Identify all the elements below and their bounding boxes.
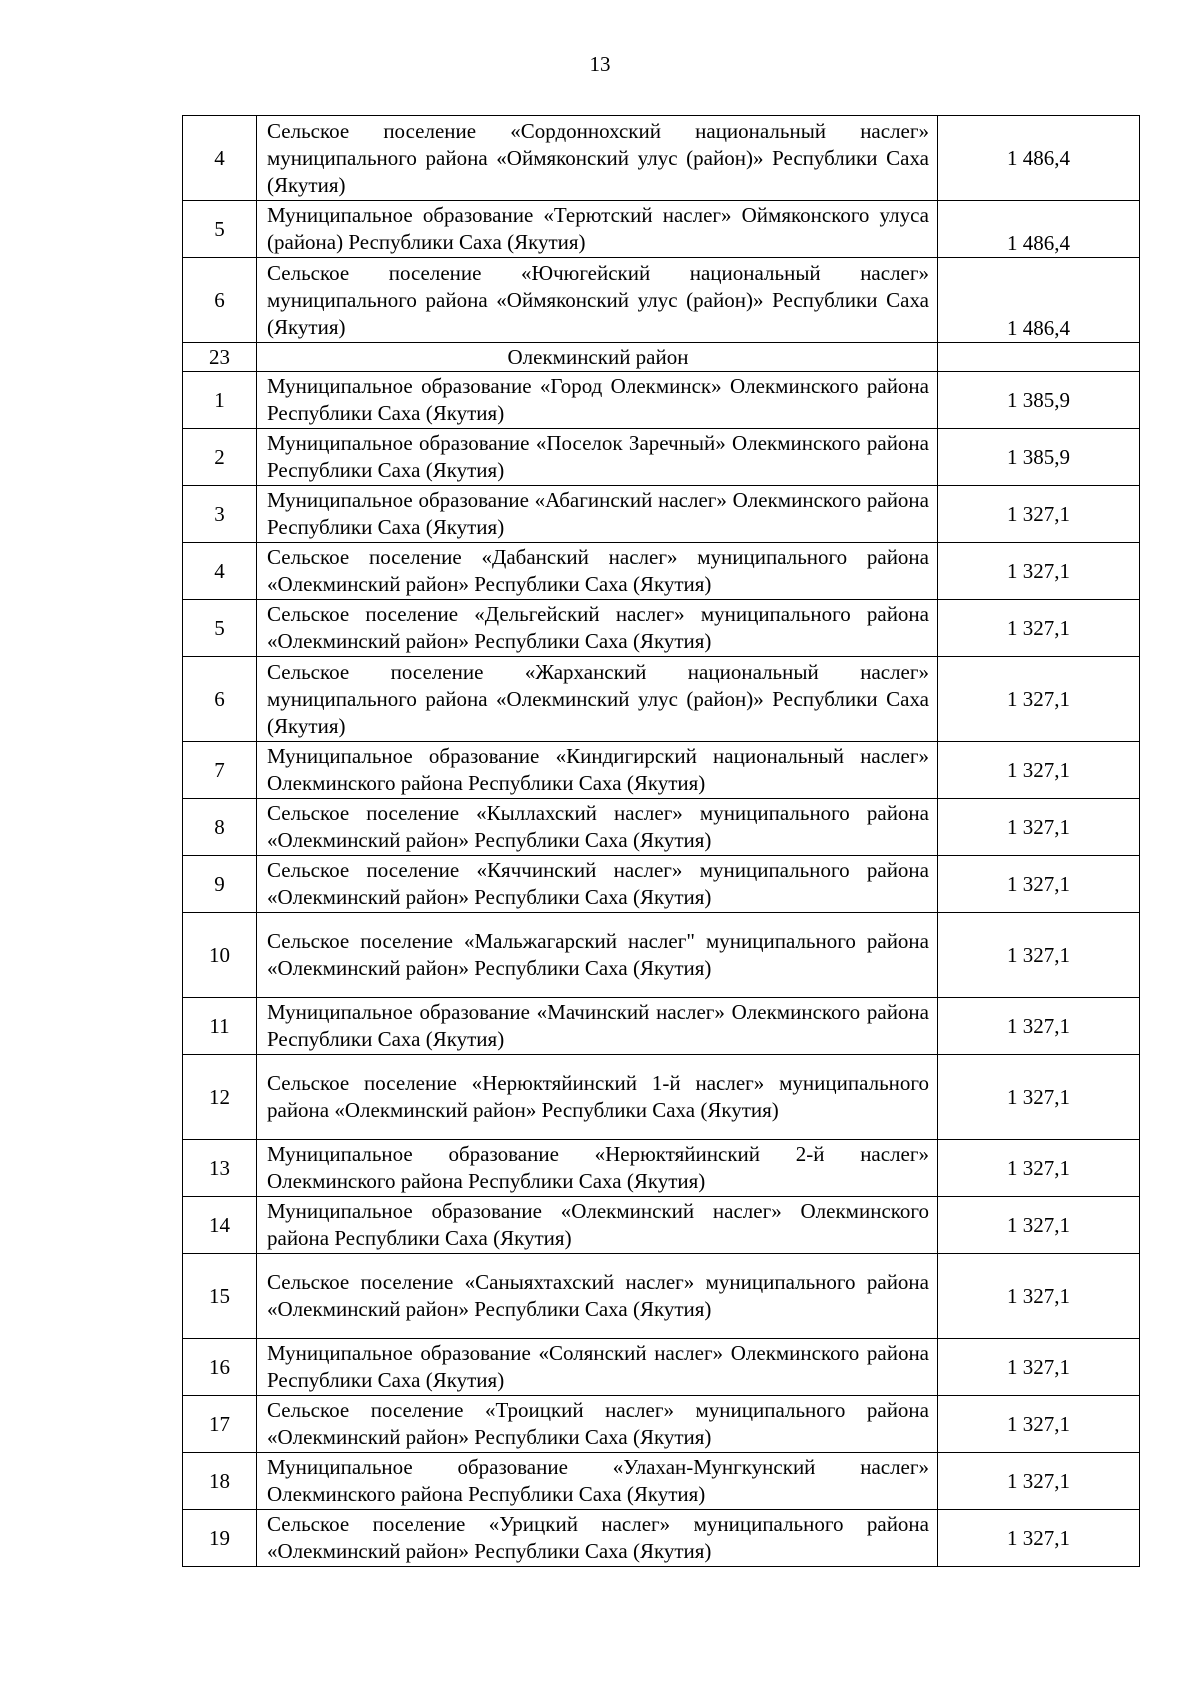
row-number: 15 xyxy=(183,1254,257,1339)
row-number: 6 xyxy=(183,258,257,343)
table-row xyxy=(183,486,1140,543)
row-number: 12 xyxy=(183,1055,257,1140)
table-row xyxy=(183,856,1140,913)
municipality-name: Муниципальное образование «Мачинский наслег» Олекминского района Республики Саха (Якутия) xyxy=(257,998,938,1055)
table-row xyxy=(183,201,1140,258)
row-number: 3 xyxy=(183,486,257,543)
municipality-name: Сельское поселение «Троицкий наслег» муниципального района «Олекминский район» Республики Саха (Якутия) xyxy=(257,1396,938,1453)
amount-value: 1 327,1 xyxy=(938,1396,1140,1453)
municipality-name: Сельское поселение «Сордоннохский национальный наслег» муниципального района «Оймяконский улус (район)» Республики Саха (Якутия) xyxy=(257,116,938,201)
table-row xyxy=(183,600,1140,657)
municipality-name: Сельское поселение «Дабанский наслег» муниципального района «Олекминский район» Республики Саха (Якутия) xyxy=(257,543,938,600)
row-number: 11 xyxy=(183,998,257,1055)
section-title: Олекминский район xyxy=(257,343,938,372)
row-number: 13 xyxy=(183,1140,257,1197)
row-number: 23 xyxy=(183,343,257,372)
amount-value: 1 327,1 xyxy=(938,1055,1140,1140)
table-row xyxy=(183,1197,1140,1254)
table-body xyxy=(183,116,1140,1567)
row-number: 17 xyxy=(183,1396,257,1453)
table-row xyxy=(183,1510,1140,1567)
amount-value: 1 327,1 xyxy=(938,1339,1140,1396)
table-row xyxy=(183,799,1140,856)
table-row xyxy=(183,742,1140,799)
municipality-name: Сельское поселение «Мальжагарский наслег" муниципального района «Олекминский район» Республики Саха (Якутия) xyxy=(257,913,938,998)
row-number: 16 xyxy=(183,1339,257,1396)
municipality-name: Муниципальное образование «Солянский наслег» Олекминского района Республики Саха (Якутия) xyxy=(257,1339,938,1396)
municipality-name: Сельское поселение «Кяччинский наслег» муниципального района «Олекминский район» Республики Саха (Якутия) xyxy=(257,856,938,913)
amount-value: 1 327,1 xyxy=(938,913,1140,998)
table-row xyxy=(183,1339,1140,1396)
table-row xyxy=(183,543,1140,600)
row-number: 4 xyxy=(183,116,257,201)
amount-value: 1 486,4 xyxy=(938,116,1140,201)
municipality-name: Сельское поселение «Дельгейский наслег» муниципального района «Олекминский район» Республики Саха (Якутия) xyxy=(257,600,938,657)
amount-value: 1 327,1 xyxy=(938,742,1140,799)
municipality-name: Муниципальное образование «Киндигирский национальный наслег» Олекминского района Республики Саха (Якутия) xyxy=(257,742,938,799)
amount-value xyxy=(938,343,1140,372)
municipality-name: Муниципальное образование «Терютский наслег» Оймяконского улуса (района) Республики Саха (Якутия) xyxy=(257,201,938,258)
municipality-name: Сельское поселение «Урицкий наслег» муниципального района «Олекминский район» Республики Саха (Якутия) xyxy=(257,1510,938,1567)
row-number: 6 xyxy=(183,657,257,742)
municipality-name: Сельское поселение «Жарханский национальный наслег» муниципального района «Олекминский улус (район)» Республики Саха (Якутия) xyxy=(257,657,938,742)
municipality-name: Муниципальное образование «Нерюктяйинский 2-й наслег» Олекминского района Республики Саха (Якутия) xyxy=(257,1140,938,1197)
amount-value: 1 327,1 xyxy=(938,657,1140,742)
section-row xyxy=(183,343,1140,372)
row-number: 8 xyxy=(183,799,257,856)
amount-value: 1 385,9 xyxy=(938,429,1140,486)
row-number: 5 xyxy=(183,201,257,258)
amount-value: 1 327,1 xyxy=(938,1510,1140,1567)
municipality-name: Муниципальное образование «Олекминский наслег» Олекминского района Республики Саха (Якутия) xyxy=(257,1197,938,1254)
table-row xyxy=(183,1453,1140,1510)
table-row xyxy=(183,116,1140,201)
municipality-name: Муниципальное образование «Поселок Заречный» Олекминского района Республики Саха (Якутия) xyxy=(257,429,938,486)
data-table xyxy=(182,115,1140,1567)
amount-value: 1 385,9 xyxy=(938,372,1140,429)
table-row xyxy=(183,258,1140,343)
table-row xyxy=(183,913,1140,998)
amount-value: 1 327,1 xyxy=(938,486,1140,543)
amount-value: 1 327,1 xyxy=(938,856,1140,913)
table-row xyxy=(183,998,1140,1055)
row-number: 10 xyxy=(183,913,257,998)
table-row xyxy=(183,657,1140,742)
municipality-name: Сельское поселение «Саныяхтахский наслег» муниципального района «Олекминский район» Республики Саха (Якутия) xyxy=(257,1254,938,1339)
amount-value: 1 486,4 xyxy=(938,258,1140,343)
table-row xyxy=(183,1396,1140,1453)
table-row xyxy=(183,372,1140,429)
row-number: 4 xyxy=(183,543,257,600)
amount-value: 1 327,1 xyxy=(938,543,1140,600)
municipality-name: Муниципальное образование «Абагинский наслег» Олекминского района Республики Саха (Якутия) xyxy=(257,486,938,543)
table-row xyxy=(183,1140,1140,1197)
municipality-name: Сельское поселение «Кыллахский наслег» муниципального района «Олекминский район» Республики Саха (Якутия) xyxy=(257,799,938,856)
table-row xyxy=(183,1254,1140,1339)
amount-value: 1 327,1 xyxy=(938,1254,1140,1339)
municipality-name: Сельское поселение «Нерюктяйинский 1-й наслег» муниципального района «Олекминский район» Республики Саха (Якутия) xyxy=(257,1055,938,1140)
municipality-name: Муниципальное образование «Город Олекминск» Олекминского района Республики Саха (Якутия) xyxy=(257,372,938,429)
row-number: 2 xyxy=(183,429,257,486)
amount-value: 1 327,1 xyxy=(938,799,1140,856)
amount-value: 1 327,1 xyxy=(938,600,1140,657)
table-row xyxy=(183,429,1140,486)
row-number: 7 xyxy=(183,742,257,799)
amount-value: 1 486,4 xyxy=(938,201,1140,258)
row-number: 1 xyxy=(183,372,257,429)
amount-value: 1 327,1 xyxy=(938,998,1140,1055)
row-number: 19 xyxy=(183,1510,257,1567)
page-number: 13 xyxy=(589,52,611,76)
amount-value: 1 327,1 xyxy=(938,1453,1140,1510)
row-number: 5 xyxy=(183,600,257,657)
table-row xyxy=(183,1055,1140,1140)
municipality-name: Сельское поселение «Ючюгейский национальный наслег» муниципального района «Оймяконский улус (район)» Республики Саха (Якутия) xyxy=(257,258,938,343)
row-number: 14 xyxy=(183,1197,257,1254)
amount-value: 1 327,1 xyxy=(938,1197,1140,1254)
amount-value: 1 327,1 xyxy=(938,1140,1140,1197)
row-number: 18 xyxy=(183,1453,257,1510)
row-number: 9 xyxy=(183,856,257,913)
municipality-name: Муниципальное образование «Улахан-Мунгкунский наслег» Олекминского района Республики Саха (Якутия) xyxy=(257,1453,938,1510)
